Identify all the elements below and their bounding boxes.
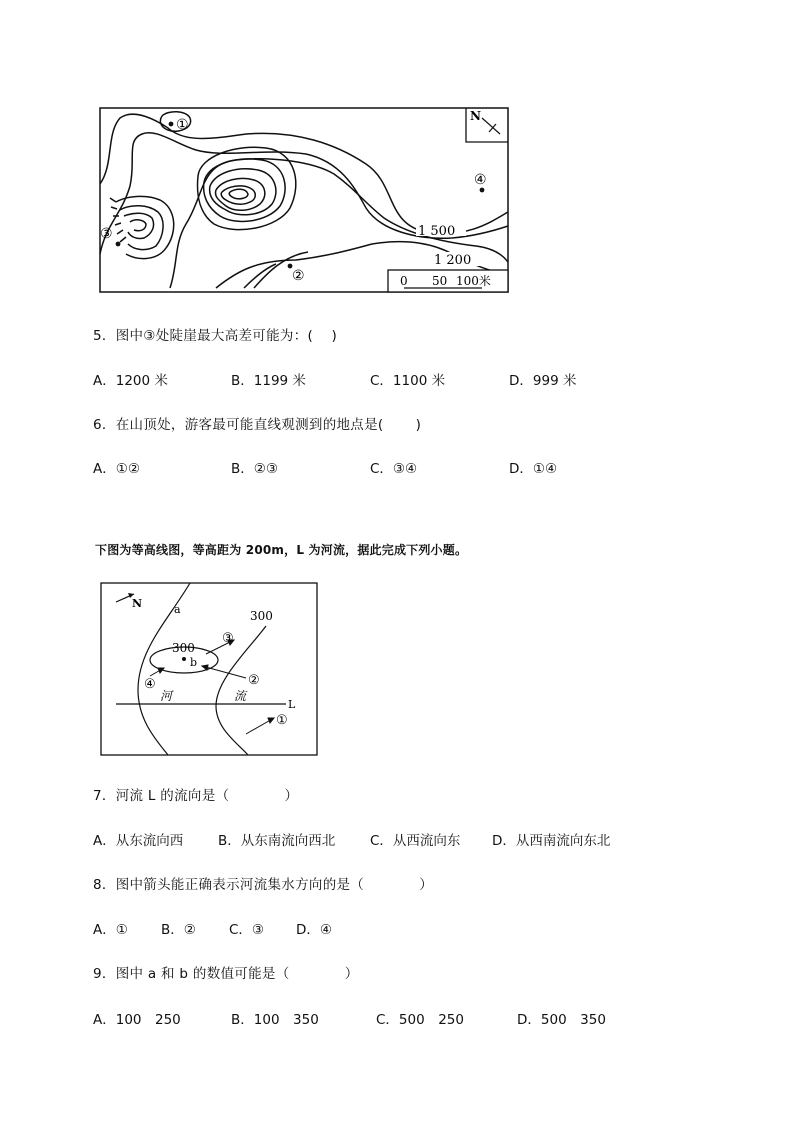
q6-option-b[interactable]: B．②③ <box>231 461 278 477</box>
svg-text:N: N <box>132 597 143 610</box>
svg-text:④: ④ <box>474 172 487 188</box>
svg-text:N: N <box>470 109 481 123</box>
q5-option-d[interactable]: D．999 米 <box>509 373 577 389</box>
q8-option-c[interactable]: C．③ <box>229 922 265 938</box>
q5-option-a[interactable]: A．1200 米 <box>93 373 168 389</box>
q7-option-c[interactable]: C．从西流向东 <box>370 833 461 849</box>
q9-option-a[interactable]: A．100 250 <box>93 1012 181 1028</box>
section-intro: 下图为等高线图，等高距为 200m，L 为河流，据此完成下列小题。 <box>95 543 468 557</box>
svg-text:0: 0 <box>400 274 408 288</box>
q6-option-d[interactable]: D．①④ <box>509 461 558 477</box>
contour-map-1 <box>96 104 514 296</box>
question-6-stem: 6．在山顶处，游客最可能直线观测到的地点是( ) <box>93 417 422 433</box>
svg-text:流: 流 <box>234 689 247 703</box>
svg-text:a: a <box>174 603 181 616</box>
q9-option-d[interactable]: D．500 350 <box>517 1012 606 1028</box>
svg-text:300: 300 <box>250 609 273 623</box>
svg-text:①: ① <box>176 117 189 133</box>
svg-text:50: 50 <box>432 274 448 288</box>
svg-text:③: ③ <box>222 631 234 646</box>
q7-option-a[interactable]: A．从东流向西 <box>93 833 184 849</box>
q6-option-a[interactable]: A．①② <box>93 461 140 477</box>
q5-option-c[interactable]: C．1100 米 <box>370 373 446 389</box>
svg-text:④: ④ <box>144 677 156 692</box>
svg-text:1 500: 1 500 <box>418 224 456 239</box>
svg-text:b: b <box>190 656 198 669</box>
svg-text:300: 300 <box>172 641 195 655</box>
q9-option-b[interactable]: B．100 350 <box>231 1012 319 1028</box>
q9-option-c[interactable]: C．500 250 <box>376 1012 464 1028</box>
contour-map-2 <box>98 580 320 758</box>
svg-text:100米: 100米 <box>456 274 491 288</box>
svg-text:②: ② <box>248 673 260 688</box>
svg-text:1 200: 1 200 <box>434 253 472 268</box>
q7-option-b[interactable]: B．从东南流向西北 <box>218 833 336 849</box>
q5-option-b[interactable]: B．1199 米 <box>231 373 306 389</box>
svg-text:②: ② <box>292 268 305 284</box>
q8-option-b[interactable]: B．② <box>161 922 196 938</box>
q6-option-c[interactable]: C．③④ <box>370 461 418 477</box>
question-9-stem: 9．图中 a 和 b 的数值可能是（ ） <box>93 966 359 982</box>
svg-text:L: L <box>288 698 296 711</box>
question-7-stem: 7．河流 L 的流向是（ ） <box>93 788 299 804</box>
q7-option-d[interactable]: D．从西南流向东北 <box>492 833 611 849</box>
question-5-stem: 5．图中③处陡崖最大高差可能为：( ) <box>93 328 338 344</box>
svg-text:河: 河 <box>160 689 173 703</box>
q8-option-a[interactable]: A．① <box>93 922 128 938</box>
question-8-stem: 8．图中箭头能正确表示河流集水方向的是（ ） <box>93 877 434 893</box>
svg-text:③: ③ <box>100 226 113 242</box>
q8-option-d[interactable]: D．④ <box>296 922 332 938</box>
svg-text:①: ① <box>276 713 288 728</box>
